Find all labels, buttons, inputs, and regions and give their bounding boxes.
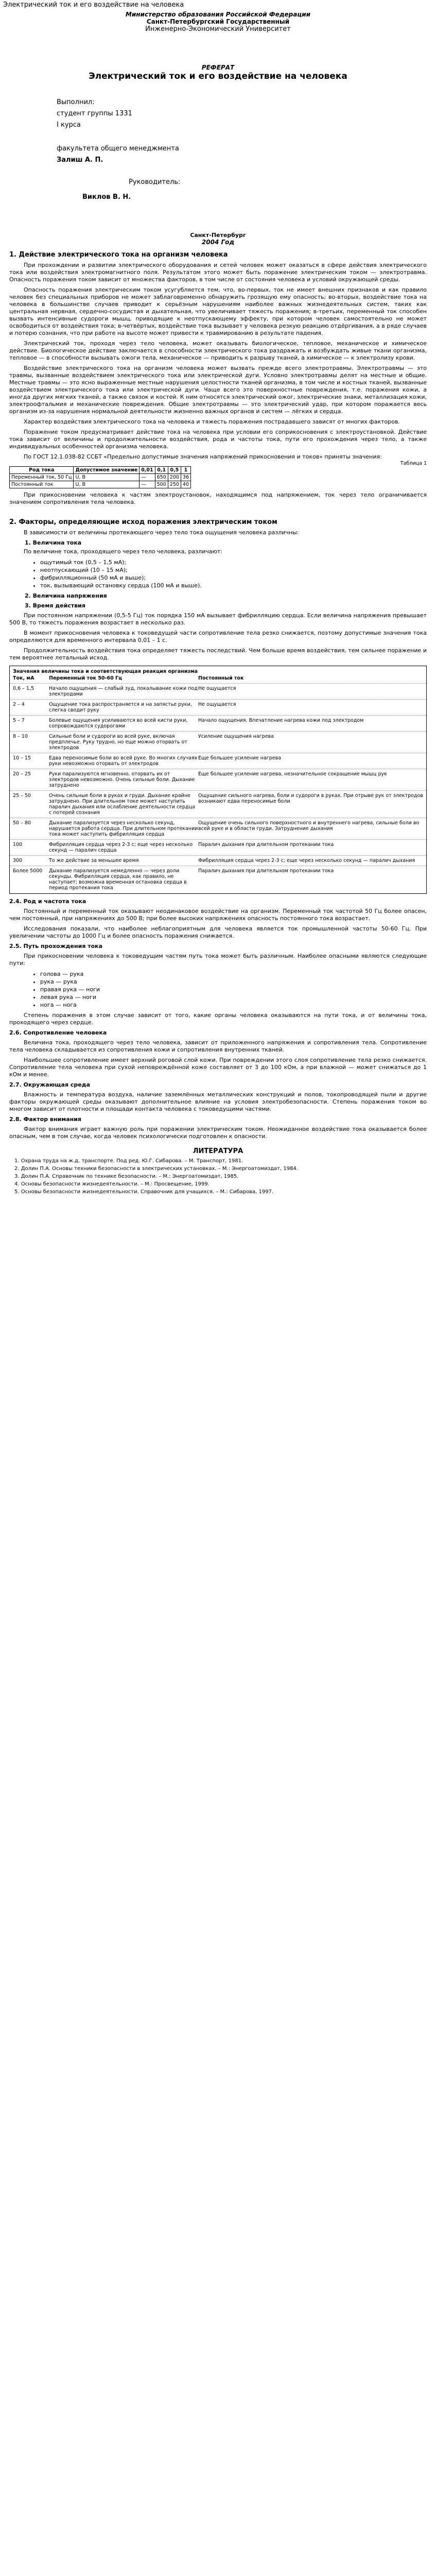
table-cell: Переменный ток, 50 Гц xyxy=(10,474,74,481)
table-cell: U, В xyxy=(74,481,139,488)
table-cell: 650 xyxy=(155,474,168,481)
box-title: Значения величины тока и соответствующая реакция организма xyxy=(13,669,198,674)
box-row: 8 – 10 Сильные боли и судороги во всей руке, включая предплечье. Руку трудно, но еще можно оторвать от электродов Усиление ощущения нагрева xyxy=(13,734,274,751)
box-row: 10 – 15 Едва переносимые боли во всей руке. Во многих случаях руки невозможно оторвать от электродов Еще большее усиление нагрева xyxy=(13,755,282,767)
table-cell: 250 xyxy=(168,481,181,488)
current-list xyxy=(40,558,427,589)
list-item: • неотпускающий (10 – 15 мА); xyxy=(40,566,427,574)
subsection-heading: 2.7. Окружающая среда xyxy=(9,1081,91,1088)
table-cell: 40 xyxy=(181,481,190,488)
subsection-heading: 2.6. Сопротивление человека xyxy=(9,1029,107,1036)
document-page xyxy=(0,0,436,1196)
literature-heading: ЛИТЕРАТУРА xyxy=(193,1147,243,1155)
route-list xyxy=(40,970,427,1009)
list-item: • ощутимый ток (0,5 – 1,5 мА); xyxy=(40,558,427,566)
literature-item: 1. Охрана труда на ж.д. транспорте. Под ред. Ю.Г. Сибарова. – М. Транспорт, 1981. xyxy=(14,1158,243,1164)
doc-kind: РЕФЕРАТ xyxy=(201,64,235,71)
author-name: Залиш А. П. xyxy=(57,156,103,164)
box-header-row: Ток, мА Переменный ток 50-60 Гц Постоянный ток xyxy=(13,675,244,681)
subsection-heading: 2. Величина напряжения xyxy=(25,592,107,599)
table-header: 0,1 xyxy=(155,467,168,474)
paragraph: Фактор внимания играет важную роль при поражении электрическим током. Неожиданное воздействие тока оказывается более опасным, чем в том случае, когда человек психологически подготовлен к опасности. xyxy=(9,1126,427,1140)
table-row xyxy=(10,474,191,481)
table-cell: U, В xyxy=(74,474,139,481)
doc-title-line: Электрический ток и его воздействие на человека xyxy=(3,1,184,9)
table-header: Род тока xyxy=(10,467,74,474)
list-item: • рука — рука xyxy=(40,978,427,986)
ministry-line: Министерство образования Российской Федерации xyxy=(125,11,311,18)
box-row: 2 – 4 Ощущение тока распространяется и на запястье руки, слегка сводит руку Не ощущается xyxy=(13,702,236,713)
table-cell: 200 xyxy=(168,474,181,481)
literature-item: 5. Основы безопасности жизнедеятельности. Справочник для учащихся. – М.: Сибарова, 1997. xyxy=(14,1189,274,1195)
faculty-label: факультета общего менеджмента xyxy=(57,145,179,152)
supervisor-name: Виклов В. Н. xyxy=(82,193,131,201)
table1-note: При прикосновении человека к частям электроустановок, находящимся под напряжением, ток через тело ограничивается значением сопротивления тела человека. xyxy=(9,492,427,505)
table1-caption: По ГОСТ 12.1.038-82 ССБТ «Предельно допустимые значения напряжений прикосновения и токов» приняты значения: xyxy=(24,453,382,460)
paragraph: Наибольшее сопротивление имеет верхний роговой слой кожи. При повреждении этого слоя сопротивление тела резко снижается. Сопротивление тела человека при сухой неповреждённой коже составляет от 3 до 100 кОм, а при влажной — может снижаться до 1 кОм и менее. xyxy=(9,1057,427,1078)
subsection-heading: 1. Величина тока xyxy=(25,539,82,546)
performed-label: Выполнил: xyxy=(57,98,95,106)
paragraph: Постоянный и переменный ток оказывают неодинаковое воздействие на организм. Переменный ток частотой 50 Гц более опасен, чем постоянный, при напряжениях до 500 В; при более высоких напряжениях опасность постоянного тока возрастает. xyxy=(9,908,427,922)
paragraph: Степень поражения в этом случае зависит от того, какие органы человека оказываются на пути тока, и от величины тока, проходящего через сердце. xyxy=(9,1012,427,1026)
table-row xyxy=(10,481,191,488)
limits-table xyxy=(9,466,191,488)
list-item: • голова — рука xyxy=(40,970,427,978)
university-city: Санкт-Петербургский Государственный xyxy=(146,18,290,25)
section2-paragraph: В момент прикосновения человека к токоведущей части сопротивление тела резко снижается, поэтому допустимые значения тока определяются для временного интервала 0,01 – 1 с. xyxy=(9,630,427,643)
box-row: 0,6 – 1,5 Начало ощущения — слабый зуд, покалывание кожи под электродами Не ощущается xyxy=(13,686,236,697)
subsection-heading: 2.4. Род и частота тока xyxy=(9,898,86,905)
box-row: 5 – 7 Болевые ощущения усиливаются во всей кисти руки, сопровождаются судорогами Начало ощущения. Впечатление нагрева кожи под электродом xyxy=(13,718,364,729)
section2-paragraph: При постоянном напряжении (0,5-5 Гц) ток порядка 150 мА вызывает фибрилляцию сердца. Если величина напряжения превышает 500 В, то тяжесть поражения возрастает в несколько раз. xyxy=(9,612,427,626)
course-label: I курса xyxy=(57,121,81,129)
subsection-heading: 2.5. Путь прохождения тока xyxy=(9,943,103,950)
section1-paragraph: Характер воздействия электрического тока на человека и тяжесть поражения пострадавшего зависят от многих факторов. xyxy=(24,418,400,425)
box-row: Более 5000 Дыхание парализуется немедленно — через доли секунды. Фибрилляция сердца, как правило, не наступает; возможна временная остановка сердца в период протекания тока Паралич дыхания при длительном протекании тока xyxy=(13,868,334,891)
city: Санкт-Петербург xyxy=(190,232,246,239)
table-cell: 36 xyxy=(181,474,190,481)
section1-paragraph: Поражение током предусматривает действие тока на человека при условии его соприкосновения с электроустановкой. Действие тока зависит от величины и продолжительности воздействия, рода и частоты тока, пути его прохождения через тело, а также индивидуальных особенностей организма человека. xyxy=(9,429,427,450)
table-cell: Постоянный ток xyxy=(10,481,74,488)
year: 2004 Год xyxy=(201,239,235,246)
section2-paragraph: Продолжительность воздействия тока определяет тяжесть последствий. Чем больше время воздействия, тем сильнее поражение и тем вероятнее летальный исход. xyxy=(9,647,427,661)
table1-label: Таблица 1 xyxy=(400,461,427,466)
list-intro: По величине тока, проходящего через тело человека, различают: xyxy=(24,548,222,555)
section1-paragraph: При прохождении и развитии электрического оборудования и сетей человек может оказаться в сфере действия электрического тока или воздействия электромагнитного поля. Результатом этого может быть поражение электрическим током — электротравма. Опасность поражения током зависит от множества факторов, в том числе от состояния человека и условий окружающей среды. xyxy=(9,262,427,283)
box-row: 50 – 80 Дыхание парализуется через несколько секунд, нарушается работа сердца. При длительном протекании тока может наступить фибрилляция сердца Ощущение очень сильного поверхностного и внутреннего нагрева, сильные боли во всей руке и в области груди. Затруднение дыхания xyxy=(13,820,420,837)
section1-paragraph: Опасность поражения электрическим током усугубляется тем, что, во-первых, ток не имеет внешних признаков и как правило человек без специальных приборов не может заблаговременно обнаружить грозящую ему опасность; во-вторых, воздействие тока на человека в большинстве случаев приводит к серьёзным нарушениям наиболее важных жизнедеятельных систем, таких как центральная нервная, сердечно-сосудистая и дыхательная, что увеличивает тяжесть поражения; в-третьих, переменный ток способен вызвать интенсивные судороги мышц, приводящие к неотпускающему эффекту, при котором человек самостоятельно не может освободиться от воздействия тока; в-четвёртых, воздействие тока вызывает у человека резкую реакцию отдёргивания, а в ряде случаев и потерю сознания, что при работе на высоте может привести к травмированию в результате падения. xyxy=(9,286,427,336)
box-row: 300 То же действие за меньшее время Фибрилляция сердца через 2-3 с; еще через несколько секунд — паралич дыхания xyxy=(13,858,415,863)
doc-title: Электрический ток и его воздействие на человека xyxy=(89,71,347,81)
paragraph: При прикосновении человека к токоведущим частям путь тока может быть различным. Наиболее опасными являются следующие пути: xyxy=(9,953,427,967)
table-header: 1 xyxy=(181,467,190,474)
table-cell: 500 xyxy=(155,481,168,488)
table-header: 0,5 xyxy=(168,467,181,474)
subsection-heading: 2.8. Фактор внимания xyxy=(9,1116,81,1123)
reaction-table-box xyxy=(9,666,427,894)
paragraph: Влажность и температура воздуха, наличие заземлённых металлических конструкций и полов, токопроводящей пыли и другие факторы окружающей среды оказывают дополнительное влияние на условия электробезопасности. Степень поражения током во многом зависит от плотности и площади контакта человека с токоведущими частями. xyxy=(9,1091,427,1112)
table-header: 0,01 xyxy=(139,467,155,474)
literature-item: 4. Основы безопасности жизнедеятельности. – М.: Просвещение, 1999. xyxy=(14,1181,210,1187)
section1-paragraph: Воздействие электрического тока на организм человека может вызвать прежде всего электротравмы. Электротравмы — это травмы, вызванные воздействием электрического тока или электрической дуги. Условно электротравмы делят на местные и общие. Местные травмы — это ясно выраженные местные нарушения целостности тканей организма, в том числе и костных тканей, вызванные воздействием электрического тока или электрической дуги. Чаще всего это поверхностные повреждения, т.е. поражения кожи, а иногда других мягких тканей, а также связок и костей. К ним относятся электрический ожог, электрические знаки, металлизация кожи, электроофтальмия и механические повреждения. Общие электротравмы — это электрический удар, при котором поражается весь организм из-за нарушения нормальной деятельности жизненно важных органов и систем — лёгких и сердца. xyxy=(9,365,427,415)
table-cell: — xyxy=(139,474,155,481)
list-item: • левая рука — ноги xyxy=(40,993,427,1001)
paragraph: Величина тока, проходящего через тело человека, зависит от приложенного напряжения и сопротивления тела. Сопротивление тела человека складывается из сопротивления кожи и сопротивления внутренних тканей. xyxy=(9,1039,427,1053)
paragraph: Исследования показали, что наиболее неблагоприятным для человека является ток промышленной частоты 50-60 Гц. При увеличении частоты до 1000 Гц и более опасность поражения снижается. xyxy=(9,925,427,939)
section1-paragraph: Электрический ток, проходя через тело человека, может оказывать биологическое, тепловое, механическое и химическое действие. Биологическое действие заключается в способности электрического тока раздражать и возбуждать живые ткани организма, тепловое — в способности вызывать ожоги тела, механическое — приводить к разрыву тканей, а химическое — к электролизу крови. xyxy=(9,340,427,361)
list-item: • нога — нога xyxy=(40,1001,427,1009)
supervisor-label: Руководитель: xyxy=(129,178,181,186)
subsection-heading: 3. Время действия xyxy=(25,602,85,609)
table-cell: — xyxy=(139,481,155,488)
box-row: 20 – 25 Руки парализуются мгновенно, оторвать их от электродов невозможно. Очень сильные боли. Дыхание затруднено Еще большее усиление нагрева, незначительное сокращение мышц рук xyxy=(13,771,387,788)
box-row: 25 – 50 Очень сильные боли в руках и груди. Дыхание крайне затруднено. При длительном токе может наступить паралич дыхания или ослабление деятельности сердца с потерей сознания Ощущение сильного нагрева, боли и судороги в руках. При отрыве рук от электродов возникают едва переносимые боли xyxy=(13,793,423,816)
table-header: Допустимое значение xyxy=(74,467,139,474)
section1-heading: 1. Действие электрического тока на организм человека xyxy=(9,251,228,259)
list-item: • ток, вызывающий остановку сердца (100 мА и выше). xyxy=(40,582,427,589)
student-group: студент группы 1331 xyxy=(57,110,132,117)
university-name: Инженерно-Экономический Университет xyxy=(145,25,291,33)
literature-item: 2. Долин П.А. Основы техники безопасности в электрических установках. – М.: Энергоатомиздат, 1984. xyxy=(14,1166,298,1172)
section2-intro: В зависимости от величины протекающего через тело тока ощущения человека различны: xyxy=(24,529,299,536)
section2-heading: 2. Факторы, определяющие исход поражения электрическим током xyxy=(9,518,277,526)
list-item: • правая рука — ноги xyxy=(40,986,427,993)
box-row: 100 Фибрилляция сердца через 2-3 с; еще через несколько секунд — паралич сердца Паралич дыхания при длительном протекании тока xyxy=(13,842,334,853)
literature-item: 3. Долин П.А. Справочник по технике безопасности. – М.: Энергоатомиздат, 1985. xyxy=(14,1174,239,1179)
list-item: • фибрилляционный (50 мА и выше); xyxy=(40,574,427,582)
